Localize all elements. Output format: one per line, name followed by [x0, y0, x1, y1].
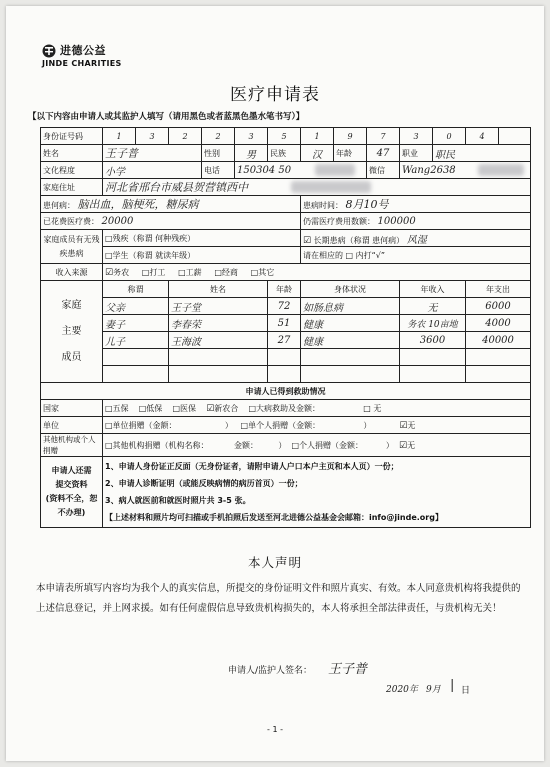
member-name: 王子堂 — [169, 298, 268, 315]
member-col-age: 年龄 — [268, 281, 301, 298]
aid-individual-close: ） — [363, 420, 372, 430]
checked-box-icon: ☑ — [399, 420, 408, 431]
onset-value: 8月10号 — [345, 198, 389, 211]
org-name-en: JINDE CHARITIES — [42, 59, 122, 68]
table-row — [41, 298, 531, 315]
aid-individual-donation: □单个人捐赠（金额： — [240, 420, 321, 430]
submit-label-4: 不办理) — [57, 508, 86, 517]
member-col-relation: 称谓 — [103, 281, 169, 298]
spent-value: 20000 — [101, 215, 134, 227]
address-value — [103, 179, 531, 196]
fill-instruction: 【以下内容由申请人或其监护人填写（请用黑色或者蓝黑色墨水笔书写）】 — [28, 112, 305, 122]
chronic-option-cell — [301, 230, 531, 247]
checked-box-icon: ☑ — [105, 267, 114, 278]
member-expense: 6000 — [466, 298, 531, 315]
aid-critical-illness: □大病救助及金额： — [248, 403, 321, 413]
submit-label-2: 提交资料 — [55, 480, 88, 489]
income-other: □其它 — [250, 267, 275, 277]
member-relation: 妻子 — [103, 315, 169, 332]
aid-other-none: 无 — [407, 440, 416, 450]
aid-unit-close: ） — [224, 420, 233, 430]
id-digit: 1 — [103, 128, 136, 145]
member-expense: 40000 — [466, 332, 531, 349]
member-col-health: 身体状况 — [301, 281, 400, 298]
aid-yibao: □医保 — [172, 403, 197, 413]
occupation-label: 职业 — [400, 145, 433, 162]
member-name: 李春荣 — [169, 315, 268, 332]
aid-org-donation: □其他机构捐赠（机构名称： — [105, 440, 209, 450]
id-label: 身份证号码 — [41, 128, 103, 145]
address-label: 家庭住址 — [41, 179, 103, 196]
id-digit: 0 — [433, 128, 466, 145]
member-income: 无 — [400, 298, 466, 315]
household-label-3: 成员 — [61, 351, 82, 363]
aid-org-close: ） — [278, 440, 287, 450]
gender-label: 性别 — [202, 145, 235, 162]
member-age: 72 — [268, 298, 301, 315]
spent-cell — [41, 213, 301, 230]
address-value-text: 河北省邢台市威县贺营镇西中 — [105, 181, 248, 194]
income-salary: □工薪 — [178, 267, 202, 277]
member-relation: 儿子 — [103, 332, 169, 349]
spent-label: 已花费医疗费： — [43, 216, 99, 226]
phone-redaction — [315, 164, 355, 176]
disease-cell — [41, 196, 301, 213]
wechat-value — [400, 162, 531, 179]
submit-label-1: 申请人还需 — [51, 466, 92, 475]
aid-state-none: □ 无 — [363, 403, 382, 413]
member-health: 如肠息病 — [301, 298, 400, 315]
document-title: 医疗申请表 — [230, 85, 320, 105]
date-day-mark: | — [450, 678, 455, 693]
id-digit: 4 — [466, 128, 499, 145]
org-name-cn: 进德公益 — [60, 44, 106, 57]
ethnicity-value: 汉 — [301, 145, 334, 162]
aid-unit-options — [103, 417, 531, 434]
submit-label — [41, 457, 103, 528]
submit-item: 1、申请人身份证正反面（无身份证者，请附申请人户口本户主页和本人页）一份； — [105, 462, 399, 471]
disease-label: 患何病： — [43, 201, 75, 210]
aid-dibao: □低保 — [138, 403, 163, 413]
onset-cell — [301, 196, 531, 213]
onset-label: 患病时间： — [303, 201, 343, 210]
id-digit: 3 — [400, 128, 433, 145]
household-label — [41, 281, 103, 383]
id-digit: 3 — [235, 128, 268, 145]
aid-other-options — [103, 434, 531, 457]
submit-item: 【上述材料和照片均可扫描或手机拍照后发送至河北进德公益基金会邮箱：info@jinde.org】 — [105, 513, 443, 522]
name-value: 王子普 — [103, 145, 202, 162]
id-digit: 1 — [301, 128, 334, 145]
member-age: 27 — [268, 332, 301, 349]
id-digit: 3 — [136, 128, 169, 145]
table-row — [41, 315, 531, 332]
chronic-value: 风湿 — [406, 234, 427, 246]
occupation-value: 职民 — [433, 145, 531, 162]
wechat-value-text: Wang2638 — [402, 164, 456, 176]
wechat-label: 微信 — [367, 162, 400, 179]
member-expense: 4000 — [466, 315, 531, 332]
income-work: □打工 — [141, 267, 166, 277]
income-farming: 务农 — [113, 267, 130, 277]
family-patient-label: 家庭成员有无残疾患病 — [41, 230, 103, 264]
submit-items — [103, 457, 531, 528]
member-col-expense: 年支出 — [466, 281, 531, 298]
date-day: 日 — [461, 686, 471, 696]
declaration-title: 本人声明 — [247, 555, 302, 570]
income-label: 收入来源 — [41, 264, 103, 281]
tick-hint: 请在相应的 □ 内打“√” — [301, 247, 531, 264]
id-digit: 9 — [334, 128, 367, 145]
submit-item: 3、病人就医前和就医时照片共 3-5 张。 — [105, 496, 251, 505]
member-health: 健康 — [301, 315, 400, 332]
phone-value — [235, 162, 367, 179]
aid-xinnonghe: 新农合 — [214, 403, 239, 413]
member-income: 务农 10亩地 — [400, 315, 466, 332]
aid-other-label: 其他机构或个人捐赠 — [41, 434, 103, 457]
member-col-income: 年收入 — [400, 281, 466, 298]
aid-state-label: 国家 — [41, 400, 103, 417]
age-label: 年龄 — [334, 145, 367, 162]
aid-unit-donation: □单位捐赠（金额： — [105, 420, 177, 430]
aid-state-options — [103, 400, 531, 417]
phone-label: 电话 — [202, 162, 235, 179]
application-table — [40, 127, 531, 528]
id-digit: 5 — [268, 128, 301, 145]
jinde-logo-icon — [42, 44, 56, 58]
signature-label: 申请人/监护人签名： — [228, 666, 313, 676]
household-label-1: 家庭 — [61, 299, 82, 311]
member-health: 健康 — [301, 332, 400, 349]
gender-value: 男 — [235, 145, 268, 162]
checked-box-icon: ☑ — [303, 235, 312, 246]
aid-unit-none: 无 — [407, 420, 416, 430]
aid-person-close: ） — [385, 440, 394, 450]
education-label: 文化程度 — [41, 162, 103, 179]
need-cell — [301, 213, 531, 230]
date-year: 2020年 — [386, 685, 418, 695]
disabled-option: □残疾（称谓 何种残疾） — [103, 230, 301, 247]
need-value: 100000 — [377, 215, 416, 227]
member-age: 51 — [268, 315, 301, 332]
student-option: □学生（称谓 就读年级） — [103, 247, 301, 264]
ethnicity-label: 民族 — [268, 145, 301, 162]
submit-item: 2、申请人诊断证明（或能反映病情的病历首页）一份； — [105, 479, 303, 488]
income-options — [103, 264, 531, 281]
aid-unit-label: 单位 — [41, 417, 103, 434]
wechat-redaction — [478, 164, 524, 176]
address-redaction — [291, 181, 371, 193]
name-label: 姓名 — [41, 145, 103, 162]
income-business: □经商 — [214, 267, 238, 277]
member-col-name: 姓名 — [169, 281, 268, 298]
table-row — [41, 332, 531, 349]
disease-value: 脑出血，脑梗死，糖尿病 — [77, 198, 199, 211]
education-value: 小学 — [103, 162, 202, 179]
household-label-2: 主要 — [61, 325, 82, 337]
submit-label-3: (资料不全，恕 — [45, 494, 98, 503]
phone-value-text: 150304 50 — [237, 164, 292, 176]
id-digit: 2 — [169, 128, 202, 145]
declaration-body: 本申请表所填写内容均为我个人的真实信息，所提交的身份证明文件和照片真实、有效。本人同意贵机构将我提供的上述信息登记，并上网求援。如有任何虚假信息导致贵机构损失的，本人将承担全部法律责任，与贵机构无关！ — [36, 583, 521, 614]
aid-wubao: □五保 — [105, 403, 129, 413]
id-digit: 2 — [202, 128, 235, 145]
member-relation: 父亲 — [103, 298, 169, 315]
signature-value: 王子普 — [328, 662, 368, 677]
member-name: 王海波 — [169, 332, 268, 349]
page-number: - 1 - — [267, 725, 283, 734]
application-form-page — [6, 6, 544, 761]
checked-box-icon: ☑ — [398, 440, 408, 451]
checked-box-icon: ☑ — [206, 403, 215, 414]
age-value: 47 — [367, 145, 400, 162]
org-logo — [42, 44, 152, 70]
aid-person-donation: □个人捐赠（金额： — [291, 440, 363, 450]
date-month: 9月 — [426, 685, 441, 695]
need-label: 仍需医疗费用数额： — [303, 216, 375, 226]
id-digit: 7 — [367, 128, 400, 145]
aid-org-amount: 金额： — [234, 440, 258, 450]
chronic-option: 长期患病（称谓 患何病） — [313, 235, 405, 245]
member-income: 3600 — [400, 332, 466, 349]
aid-header: 申请人已得到救助情况 — [41, 383, 531, 400]
